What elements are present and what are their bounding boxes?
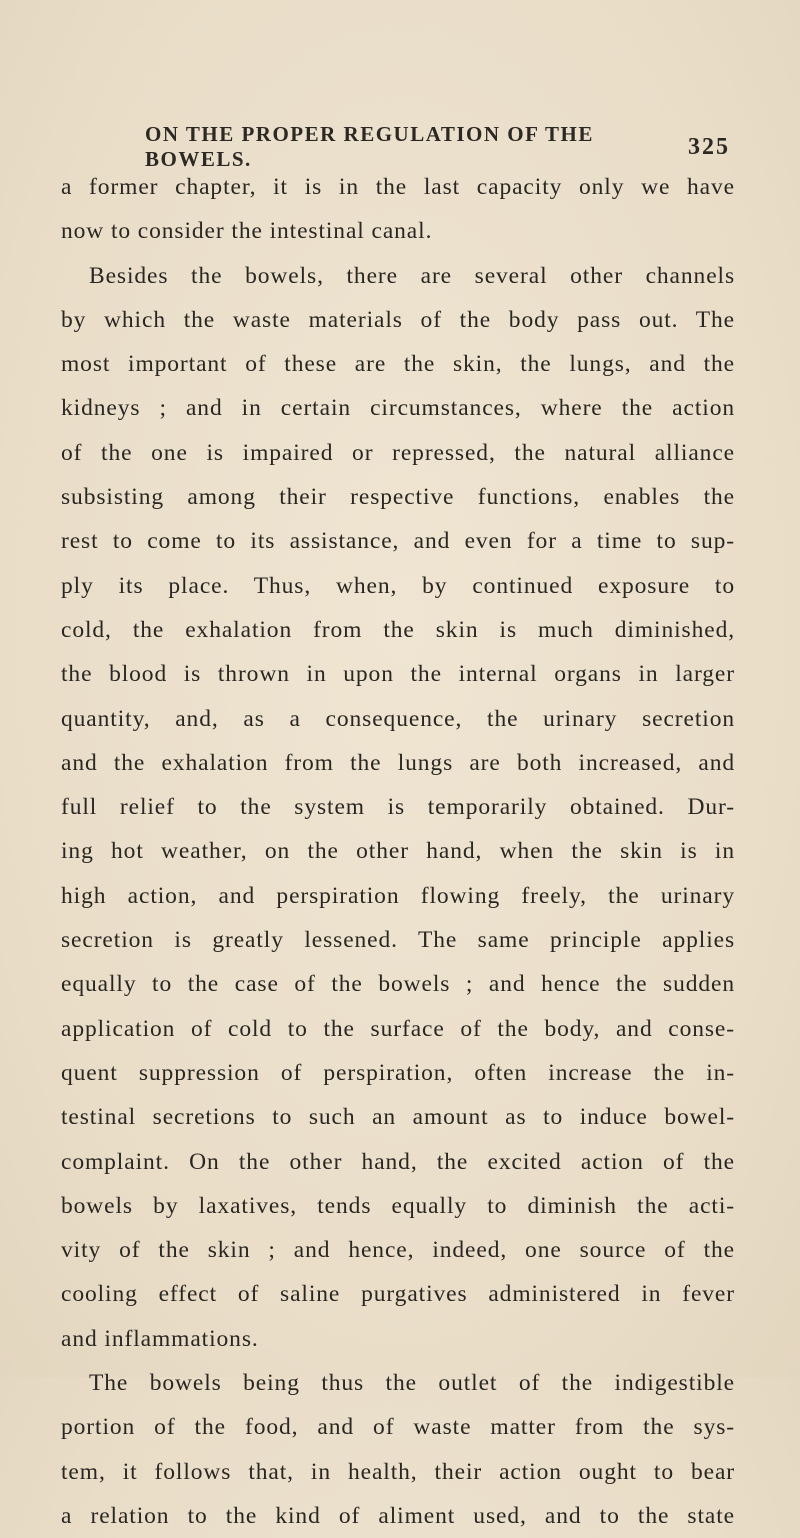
- text-line: quent suppression of perspiration, often increase the in-: [61, 1059, 735, 1086]
- page-header: [145, 122, 730, 171]
- text-line: a relation to the kind of aliment used, and to the state: [61, 1502, 735, 1529]
- text-line: kidneys ; and in certain circumstances, where the action: [61, 395, 735, 422]
- text-line: rest to come to its assistance, and even for a time to sup-: [61, 528, 735, 555]
- text-line: quantity, and, as a consequence, the urinary secretion: [61, 705, 735, 732]
- text-line: testinal secretions to such an amount as to induce bowel-: [61, 1104, 735, 1131]
- text-line: ply its place. Thus, when, by continued exposure to: [61, 572, 735, 599]
- text-line: equally to the case of the bowels ; and hence the sudden: [61, 971, 735, 998]
- text-line: portion of the food, and of waste matter from the sys-: [61, 1414, 735, 1441]
- text-line: the blood is thrown in upon the internal organs in larger: [61, 661, 735, 688]
- page-number: 325: [688, 133, 730, 160]
- text-line: and the exhalation from the lungs are both increased, and: [61, 749, 735, 776]
- text-line: The bowels being thus the outlet of the indigestible: [89, 1370, 735, 1397]
- text-line: by which the waste materials of the body pass out. The: [61, 306, 735, 333]
- body-text: [61, 165, 735, 1538]
- text-line: secretion is greatly lessened. The same principle applies: [61, 927, 735, 954]
- text-line: complaint. On the other hand, the excited action of the: [61, 1148, 735, 1175]
- text-line: tem, it follows that, in health, their action ought to bear: [61, 1458, 735, 1485]
- text-line: bowels by laxatives, tends equally to diminish the acti-: [61, 1192, 735, 1219]
- text-line: cooling effect of saline purgatives administered in fever: [61, 1281, 735, 1308]
- running-title: ON THE PROPER REGULATION OF THE BOWELS.: [145, 122, 594, 171]
- text-line: a former chapter, it is in the last capacity only we have: [61, 174, 735, 200]
- text-line: application of cold to the surface of the body, and conse-: [61, 1015, 735, 1042]
- text-line: high action, and perspiration flowing freely, the urinary: [61, 882, 735, 909]
- text-line: Besides the bowels, there are several other channels: [89, 262, 735, 289]
- text-line: of the one is impaired or repressed, the natural alliance: [61, 439, 735, 466]
- text-line: full relief to the system is temporarily obtained. Dur-: [61, 794, 735, 821]
- text-line: vity of the skin ; and hence, indeed, one source of the: [61, 1237, 735, 1264]
- text-line: ing hot weather, on the other hand, when the skin is in: [61, 838, 735, 865]
- text-line: subsisting among their respective functions, enables the: [61, 484, 735, 511]
- text-line: cold, the exhalation from the skin is much diminished,: [61, 616, 735, 643]
- text-line: now to consider the intestinal canal.: [61, 218, 433, 245]
- text-line: and inflammations.: [61, 1325, 259, 1352]
- text-line: most important of these are the skin, the lungs, and the: [61, 351, 735, 378]
